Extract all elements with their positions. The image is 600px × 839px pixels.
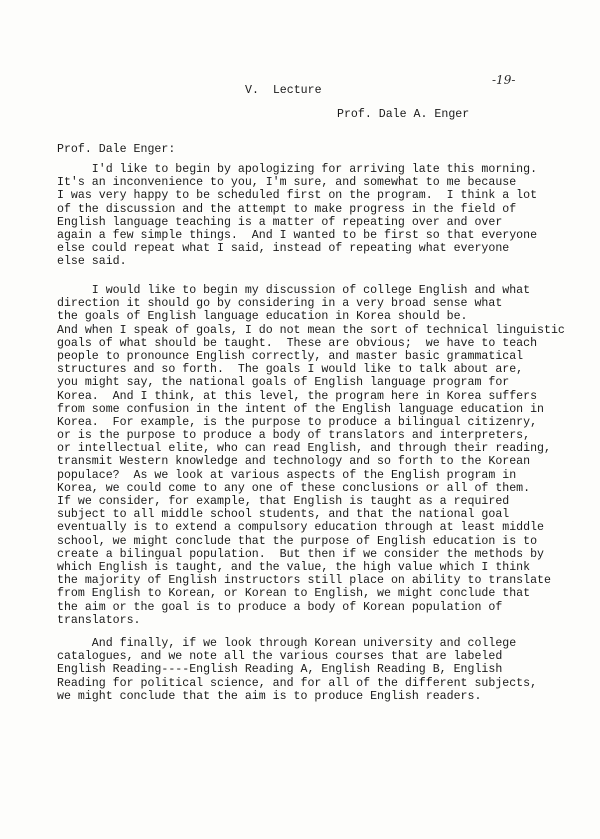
paragraph-line: I was very happy to be scheduled first on the program. I think a lot [57, 189, 538, 203]
paragraph-line: transmit Western knowledge and technology and so forth to the Korean [57, 455, 531, 469]
paragraph-line: else said. [57, 255, 127, 269]
paragraph-line: And finally, if we look through Korean university and college [57, 637, 517, 650]
paragraph-line: eventually is to extend a compulsory education through at least middle [57, 521, 545, 535]
paragraph-line: populace? As we look at various aspects of the English program in [57, 468, 517, 482]
paragraph-line: If we consider, for example, that English is taught as a required [57, 495, 510, 508]
paragraph-line: from English to Korean, or Korean to English, we might conclude that [57, 587, 531, 601]
paragraph-line: direction it should go by considering in a very broad sense what [57, 297, 503, 311]
paragraph-line: catalogues, and we note all the various courses that are labeled [57, 650, 503, 664]
paragraph-line: structures and so forth. The goals I would like to talk about are, [57, 363, 524, 377]
paragraph-line: create a bilingual population. But then if we consider the methods by [57, 547, 545, 561]
paragraph-line: you might say, the national goals of English language program for [57, 376, 510, 390]
page-number: -19- [492, 73, 516, 87]
paragraph-line: English language teaching is a matter of repeating over and over [57, 215, 503, 229]
paragraph-3 [57, 637, 537, 703]
paragraph-line: else could repeat what I said, instead of repeating what everyone [57, 242, 510, 256]
paragraph-line: we might conclude that the aim is to produce English readers. [57, 689, 482, 703]
paragraph-line: subject to all middle school students, and that the national goal [57, 508, 510, 522]
paragraph-2 [57, 284, 565, 627]
paragraph-line: English Reading----English Reading A, English Reading B, English [57, 663, 503, 677]
paragraph-line: people to pronounce English correctly, and master basic grammatical [57, 349, 524, 363]
paragraph-line: the majority of English instructors still place on ability to translate [57, 574, 551, 588]
section-heading: V. Lecture [245, 84, 322, 97]
paragraph-line: which English is taught, and the value, the high value which I think [57, 560, 531, 574]
paragraph-line: Korea. And I think, at this level, the program here in Korea suffers [57, 389, 538, 403]
author-line: Prof. Dale A. Enger [337, 108, 470, 121]
paragraph-line: And when I speak of goals, I do not mean the sort of technical linguistic [57, 323, 565, 337]
paragraph-line: again a few simple things. And I wanted to be first so that everyone [57, 228, 538, 242]
salutation: Prof. Dale Enger: [57, 143, 176, 156]
paragraph-line: I would like to begin my discussion of college English and what [57, 284, 531, 297]
paragraph-line: or is the purpose to produce a body of translators and interpreters, [57, 429, 531, 443]
paragraph-line: translators. [57, 613, 141, 627]
paragraph-line: Korea. For example, is the purpose to produce a bilingual citizenry, [57, 415, 538, 429]
paragraph-line: I'd like to begin by apologizing for arriving late this morning. [57, 163, 538, 176]
paragraph-line: It's an inconvenience to you, I'm sure, and somewhat to me because [57, 176, 517, 190]
paragraph-line: the goals of English language education in Korea should be. [57, 310, 468, 324]
paragraph-line: Korea, we could come to any one of these conclusions or all of them. [57, 481, 531, 495]
paragraph-line: or intellectual elite, who can read English, and through their reading, [57, 442, 551, 456]
paragraph-line: of the discussion and the attempt to make progress in the field of [57, 202, 517, 216]
paragraph-1 [57, 163, 537, 269]
paragraph-line: the aim or the goal is to produce a body of Korean population of [57, 600, 503, 614]
paragraph-line: Reading for political science, and for all of the different subjects, [57, 676, 538, 690]
paragraph-line: goals of what should be taught. These are obvious; we have to teach [57, 336, 538, 350]
paragraph-line: school, we might conclude that the purpose of English education is to [57, 534, 538, 548]
paragraph-line: from some confusion in the intent of the English language education in [57, 402, 545, 416]
